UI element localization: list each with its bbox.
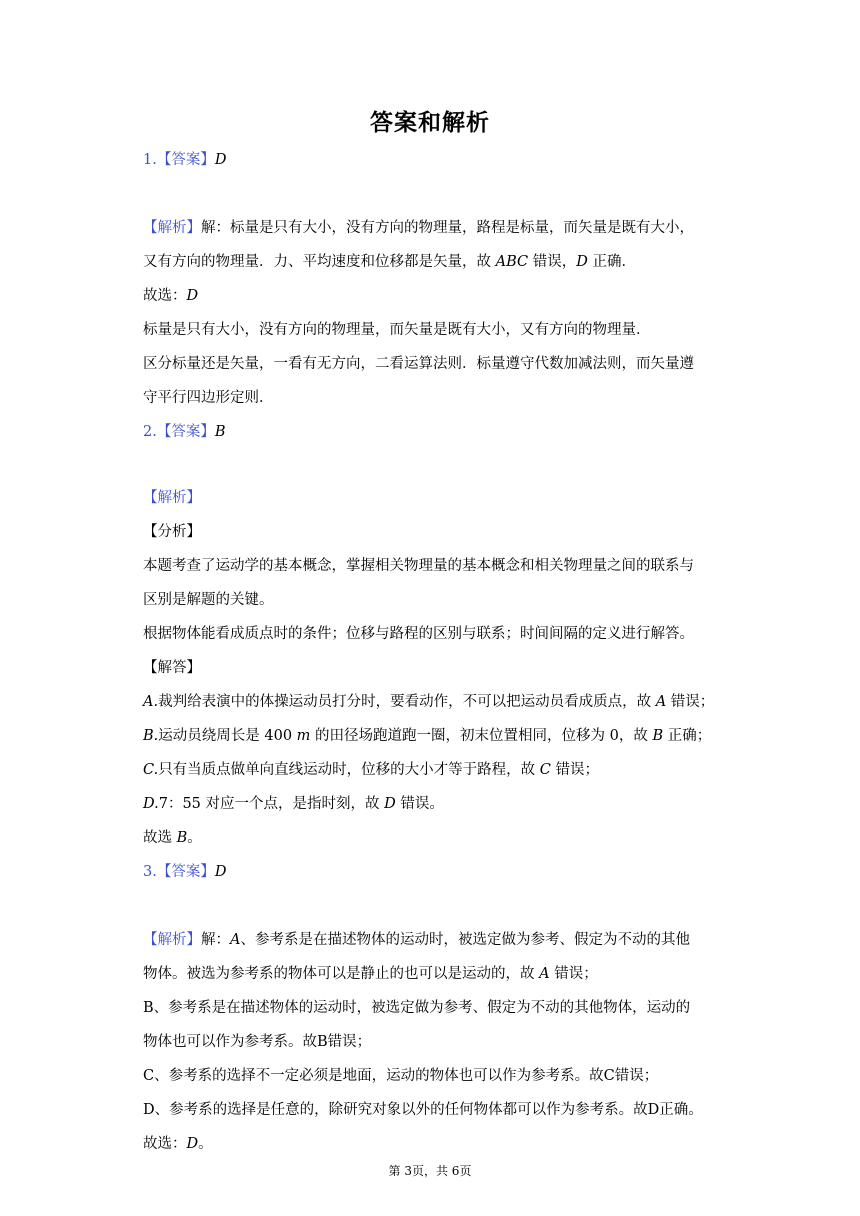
option-end: 错误。 [400, 796, 444, 812]
q1-analysis-line-1 [143, 218, 733, 238]
q1-selection-line [143, 286, 733, 306]
option-text: 裁判给表演中的体操运动员打分时，要看动作，不可以把运动员看成质点，故 [158, 694, 652, 710]
q1-option: D [186, 288, 199, 304]
unit: m [296, 728, 311, 744]
q3-text: 物体也可以作为参考系。故 [143, 1034, 317, 1050]
q3-analysis-line-4 [143, 1032, 733, 1052]
option-text: 的田径场跑道跑一圈，初末位置相同，位移为 0，故 [315, 728, 648, 744]
option-text: 只有当质点做单向直线运动时，位移的大小才等于路程，故 [158, 762, 536, 778]
q3-answer-line [143, 862, 733, 882]
q1-analysis-line-6: 守平行四边形定则． [143, 390, 274, 406]
q3-analysis-line-6 [143, 1100, 733, 1120]
q1-answer: D [214, 152, 227, 168]
option-end: 错误； [555, 762, 600, 778]
q3-analysis-line-2 [143, 964, 733, 984]
q3-option: A [230, 932, 241, 948]
option-letter: A [655, 694, 667, 710]
q3-analysis-line-3: B、参考系是在描述物体的运动时，被选定做为参考、假定为不动的其他物体，运动的 [143, 1000, 691, 1016]
q2-jieda-tag: 【解答】 [143, 660, 201, 676]
q2-text-line-3: 根据物体能看成质点时的条件；位移与路程的区别与联系；时间间隔的定义进行解答。 [143, 626, 694, 642]
q3-answer: D [214, 864, 227, 880]
q1-text: 错误， [532, 254, 577, 270]
q1-analysis-tag: 【解析】 [143, 220, 201, 236]
option-letter: B [652, 728, 664, 744]
q3-text: 故选： [143, 1136, 187, 1152]
q2-text-line-1: 本题考查了运动学的基本概念，掌握相关物理量的基本概念和相关物理量之间的联系与 [143, 558, 694, 574]
q2-option-d [143, 794, 733, 814]
q2-answer-tag: 【答案】 [156, 424, 215, 440]
q1-text: 正确． [592, 254, 636, 270]
q3-number: 3. [143, 864, 157, 880]
q3-analysis-tag: 【解析】 [143, 932, 201, 948]
q2-fenxi-tag: 【分析】 [143, 524, 201, 540]
q3-text: 错误； [614, 1068, 659, 1084]
q2-text: 。 [187, 830, 202, 846]
q2-option-b [143, 726, 733, 746]
q3-option: B [317, 1034, 328, 1050]
q3-analysis-line-1 [143, 930, 733, 950]
page-footer: 第 3页，共 6页 [388, 1164, 472, 1178]
option-label: C. [143, 762, 159, 778]
q3-option: C [603, 1068, 615, 1084]
q1-answer-tag: 【答案】 [156, 152, 215, 168]
option-text: 7：55 对应一个点，是指时刻，故 [158, 796, 380, 812]
q3-text: D、参考系的选择是任意的，除研究对象以外的任何物体都可以作为参考系。故 [143, 1102, 648, 1118]
option-letter: D [384, 796, 396, 812]
q1-analysis-line-2 [143, 252, 733, 272]
option-label: B. [143, 728, 159, 744]
option-end: 正确； [667, 728, 712, 744]
page-title: 答案和解析 [370, 110, 490, 136]
q2-number: 2. [143, 424, 157, 440]
q2-text-line-2: 区别是解题的关键。 [143, 592, 274, 608]
q1-analysis-line-5: 区分标量还是矢量，一看有无方向，二看运算法则．标量遵守代数加减法则，而矢量遵 [143, 356, 694, 372]
q1-answer-line [143, 150, 733, 170]
q3-text: 正确。 [659, 1102, 703, 1118]
q3-text: C、参考系的选择不一定必须是地面，运动的物体也可以作为参考系。故 [143, 1068, 604, 1084]
q2-answer-line [143, 422, 733, 442]
q3-analysis-line-5 [143, 1066, 733, 1086]
q2-text: 故选 [143, 830, 172, 846]
option-label: D. [143, 796, 159, 812]
option-label: A. [143, 694, 159, 710]
q1-text: 故选： [143, 288, 187, 304]
q3-text: 解： [201, 932, 230, 948]
option-letter: C [539, 762, 551, 778]
q2-option: B [176, 830, 188, 846]
q1-option: D [576, 254, 588, 270]
q2-option-a [143, 692, 733, 712]
q2-answer: B [214, 424, 226, 440]
q1-analysis-line-4: 标量是只有大小，没有方向的物理量，而矢量是既有大小，又有方向的物理量． [143, 322, 651, 338]
q1-option: ABC [495, 254, 529, 270]
option-text: 运动员绕周长是 400 [158, 728, 293, 744]
q3-selection-line [143, 1134, 733, 1154]
q3-option: A [539, 966, 550, 982]
q3-text: 。 [198, 1136, 213, 1152]
q3-text: 错误； [327, 1034, 372, 1050]
q3-option: D [647, 1102, 660, 1118]
option-end: 错误； [670, 694, 715, 710]
q3-text: 物体。被选为参考系的物体可以是静止的也可以是运动的，故 [143, 966, 535, 982]
q3-option: D [186, 1136, 199, 1152]
q2-option-c [143, 760, 733, 780]
q2-analysis-tag: 【解析】 [143, 490, 201, 506]
q3-answer-tag: 【答案】 [156, 864, 215, 880]
q1-number: 1. [143, 152, 157, 168]
q1-text: 解：标量是只有大小，没有方向的物理量，路程是标量，而矢量是既有大小， [201, 220, 694, 236]
q3-text: 错误； [554, 966, 598, 982]
q3-text: 、参考系是在描述物体的运动时，被选定做为参考、假定为不动的其他 [240, 932, 690, 948]
q1-text: 又有方向的物理量．力、平均速度和位移都是矢量，故 [143, 254, 491, 270]
q2-selection-line [143, 828, 733, 848]
